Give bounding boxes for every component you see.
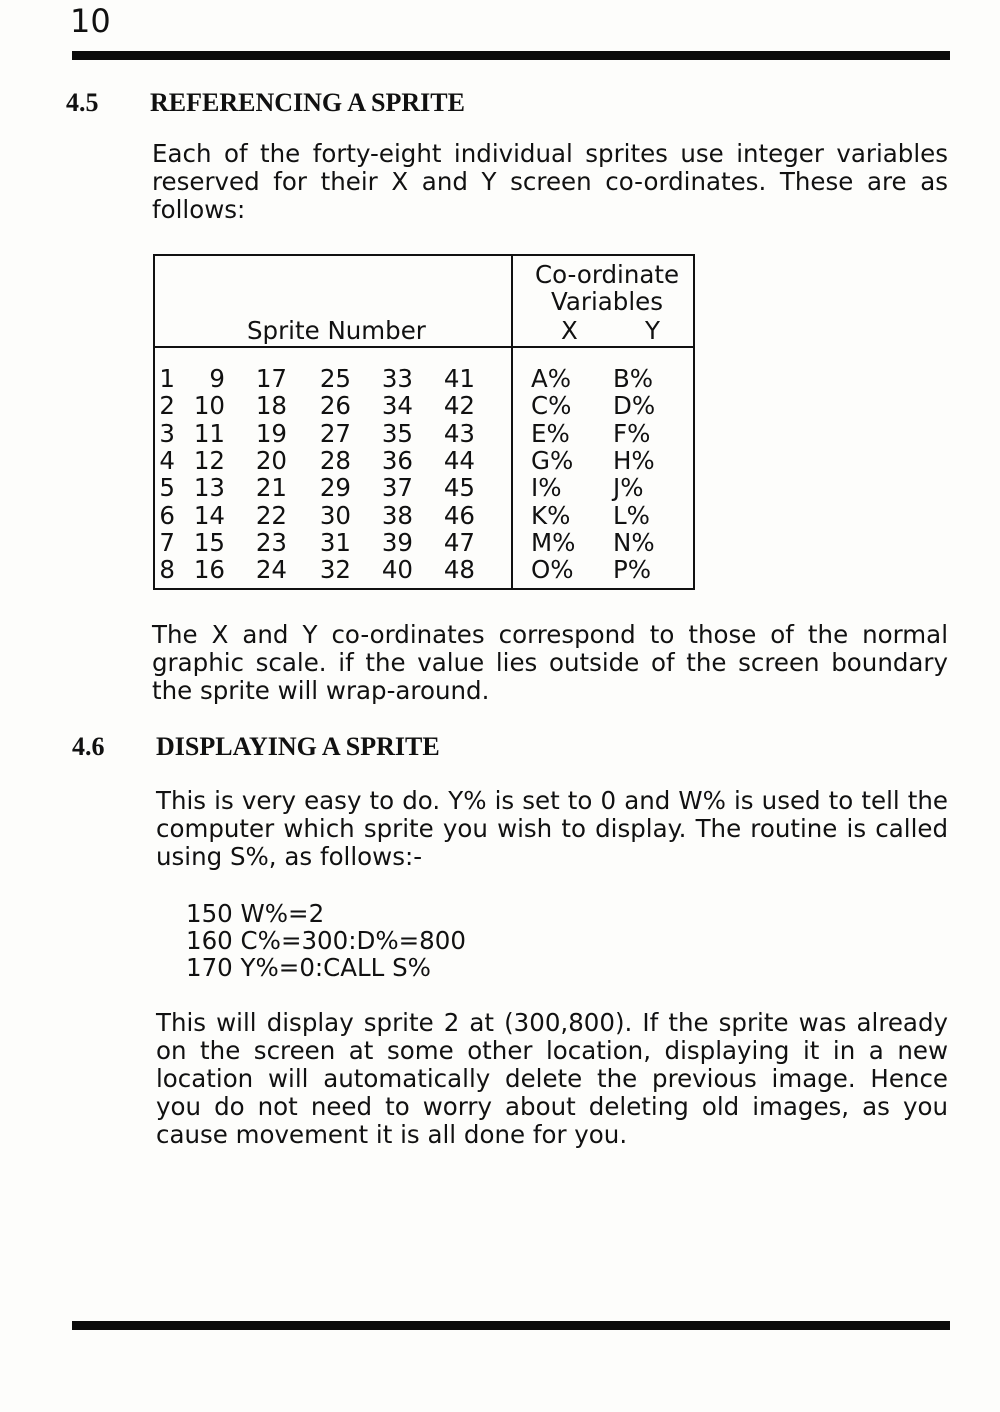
- top-rule: [72, 51, 950, 60]
- x-variable-cell: C%: [531, 391, 572, 421]
- sprite-number-cell: 47: [443, 527, 475, 557]
- x-variable-cell: A%: [531, 364, 572, 393]
- section-title: DISPLAYING A SPRITE: [156, 732, 440, 761]
- x-variable-cell: I%: [531, 473, 562, 503]
- display-intro-paragraph: This is very easy to do. Y% is set to 0 and W% is used to tell the computer which sprite you wish to display. The routine is called using S%, as follows:-: [156, 786, 948, 871]
- bottom-rule: [72, 1321, 950, 1330]
- sprite-number-cell: 19: [255, 418, 287, 448]
- sprite-number-cell: 35: [381, 418, 413, 448]
- page-number: 10: [70, 2, 111, 40]
- sprite-number-cell: 14: [193, 500, 225, 530]
- code-line: 160 C%=300:D%=800: [186, 926, 466, 955]
- sprite-number-cell: 16: [193, 555, 225, 585]
- wrap-around-paragraph: The X and Y co-ordinates correspond to those of the normal graphic scale. if the value lies outside of the screen boundary the sprite will wrap-around.: [152, 620, 948, 705]
- sprite-number-cell: 15: [193, 527, 225, 557]
- x-header: X: [561, 316, 578, 345]
- sprite-number-cell: 2: [159, 391, 175, 421]
- table-header-right: [512, 255, 694, 347]
- sprite-number-cell: 41: [443, 364, 475, 393]
- x-variable-cell: E%: [531, 418, 570, 448]
- y-variable-cell: H%: [613, 445, 655, 475]
- sprite-number-cell: 28: [319, 445, 351, 475]
- sprite-number-cell: 17: [255, 364, 287, 393]
- sprite-number-cell: 40: [381, 555, 413, 585]
- y-variable-cell: P%: [613, 555, 652, 585]
- sprite-number-cell: 34: [381, 391, 413, 421]
- y-variable-cell: J%: [613, 473, 644, 503]
- sprite-number-cell: 24: [255, 555, 287, 585]
- sprite-number-cell: 39: [381, 527, 413, 557]
- y-variable-cell: N%: [613, 527, 655, 557]
- sprite-number-cell: 5: [159, 473, 175, 503]
- sprite-number-cell: 44: [443, 445, 475, 475]
- x-variable-cell: G%: [531, 445, 574, 475]
- sprite-number-cell: 22: [255, 500, 287, 530]
- sprite-variable-table: [153, 254, 695, 590]
- sprite-number-cell: 9: [209, 364, 225, 393]
- y-header: Y: [645, 316, 660, 345]
- sprite-number-cell: 46: [443, 500, 475, 530]
- sprite-number-cell: 36: [381, 445, 413, 475]
- display-outro-paragraph: This will display sprite 2 at (300,800). If the sprite was already on the screen at some other location, displaying it in a new location will automatically delete the previous image. Hence you do not need to worry about deleting old images, as you cause movement it is all done for you.: [156, 1008, 948, 1149]
- y-variable-cell: F%: [613, 418, 651, 448]
- sprite-number-cell: 13: [193, 473, 225, 503]
- sprite-number-cell: 12: [193, 445, 225, 475]
- sprite-number-cell: 27: [319, 418, 351, 448]
- sprite-number-header: Sprite Number: [247, 316, 426, 345]
- sprite-number-cell: 10: [193, 391, 225, 421]
- sprite-number-cell: 23: [255, 527, 287, 557]
- sprite-number-cell: 1: [159, 364, 175, 393]
- sprite-number-cell: 7: [159, 527, 175, 557]
- sprite-number-cell: 25: [319, 364, 351, 393]
- code-line: 150 W%=2: [186, 899, 325, 928]
- sprite-number-cell: 29: [319, 473, 351, 503]
- sprite-number-cell: 45: [443, 473, 475, 503]
- y-variable-cell: D%: [613, 391, 656, 421]
- sprite-number-cells: [154, 347, 512, 589]
- coordinate-cells: [512, 347, 694, 589]
- table-header-left: [154, 255, 512, 347]
- sprite-number-cell: 3: [159, 418, 175, 448]
- y-variable-cell: L%: [613, 500, 650, 530]
- sprite-number-cell: 33: [381, 364, 413, 393]
- sprite-number-cell: 6: [159, 500, 175, 530]
- sprite-number-cell: 26: [319, 391, 351, 421]
- sprite-number-cell: 48: [443, 555, 475, 585]
- section-number: 4.6: [72, 732, 105, 761]
- x-variable-cell: O%: [531, 555, 574, 585]
- sprite-number-cell: 30: [319, 500, 351, 530]
- sprite-number-cell: 31: [319, 527, 351, 557]
- sprite-number-cell: 43: [443, 418, 475, 448]
- sprite-number-cell: 11: [193, 418, 225, 448]
- intro-paragraph: Each of the forty-eight individual sprites use integer variables reserved for their X and Y screen co-ordinates. These are as follows:: [152, 139, 948, 224]
- section-number: 4.5: [66, 88, 99, 117]
- sprite-number-cell: 4: [159, 445, 175, 475]
- variables-header: Variables: [551, 287, 663, 316]
- sprite-number-cell: 32: [319, 555, 351, 585]
- sprite-number-cell: 18: [255, 391, 287, 421]
- coordinate-header: Co-ordinate: [535, 260, 680, 289]
- y-variable-cell: B%: [613, 364, 654, 393]
- sprite-number-cell: 38: [381, 500, 413, 530]
- x-variable-cell: K%: [531, 500, 571, 530]
- code-line: 170 Y%=0:CALL S%: [186, 953, 431, 982]
- sprite-number-cell: 42: [443, 391, 475, 421]
- section-title: REFERENCING A SPRITE: [150, 88, 465, 117]
- x-variable-cell: M%: [531, 527, 576, 557]
- sprite-number-cell: 37: [381, 473, 413, 503]
- sprite-number-cell: 21: [255, 473, 287, 503]
- sprite-number-cell: 8: [159, 555, 175, 585]
- sprite-number-cell: 20: [255, 445, 287, 475]
